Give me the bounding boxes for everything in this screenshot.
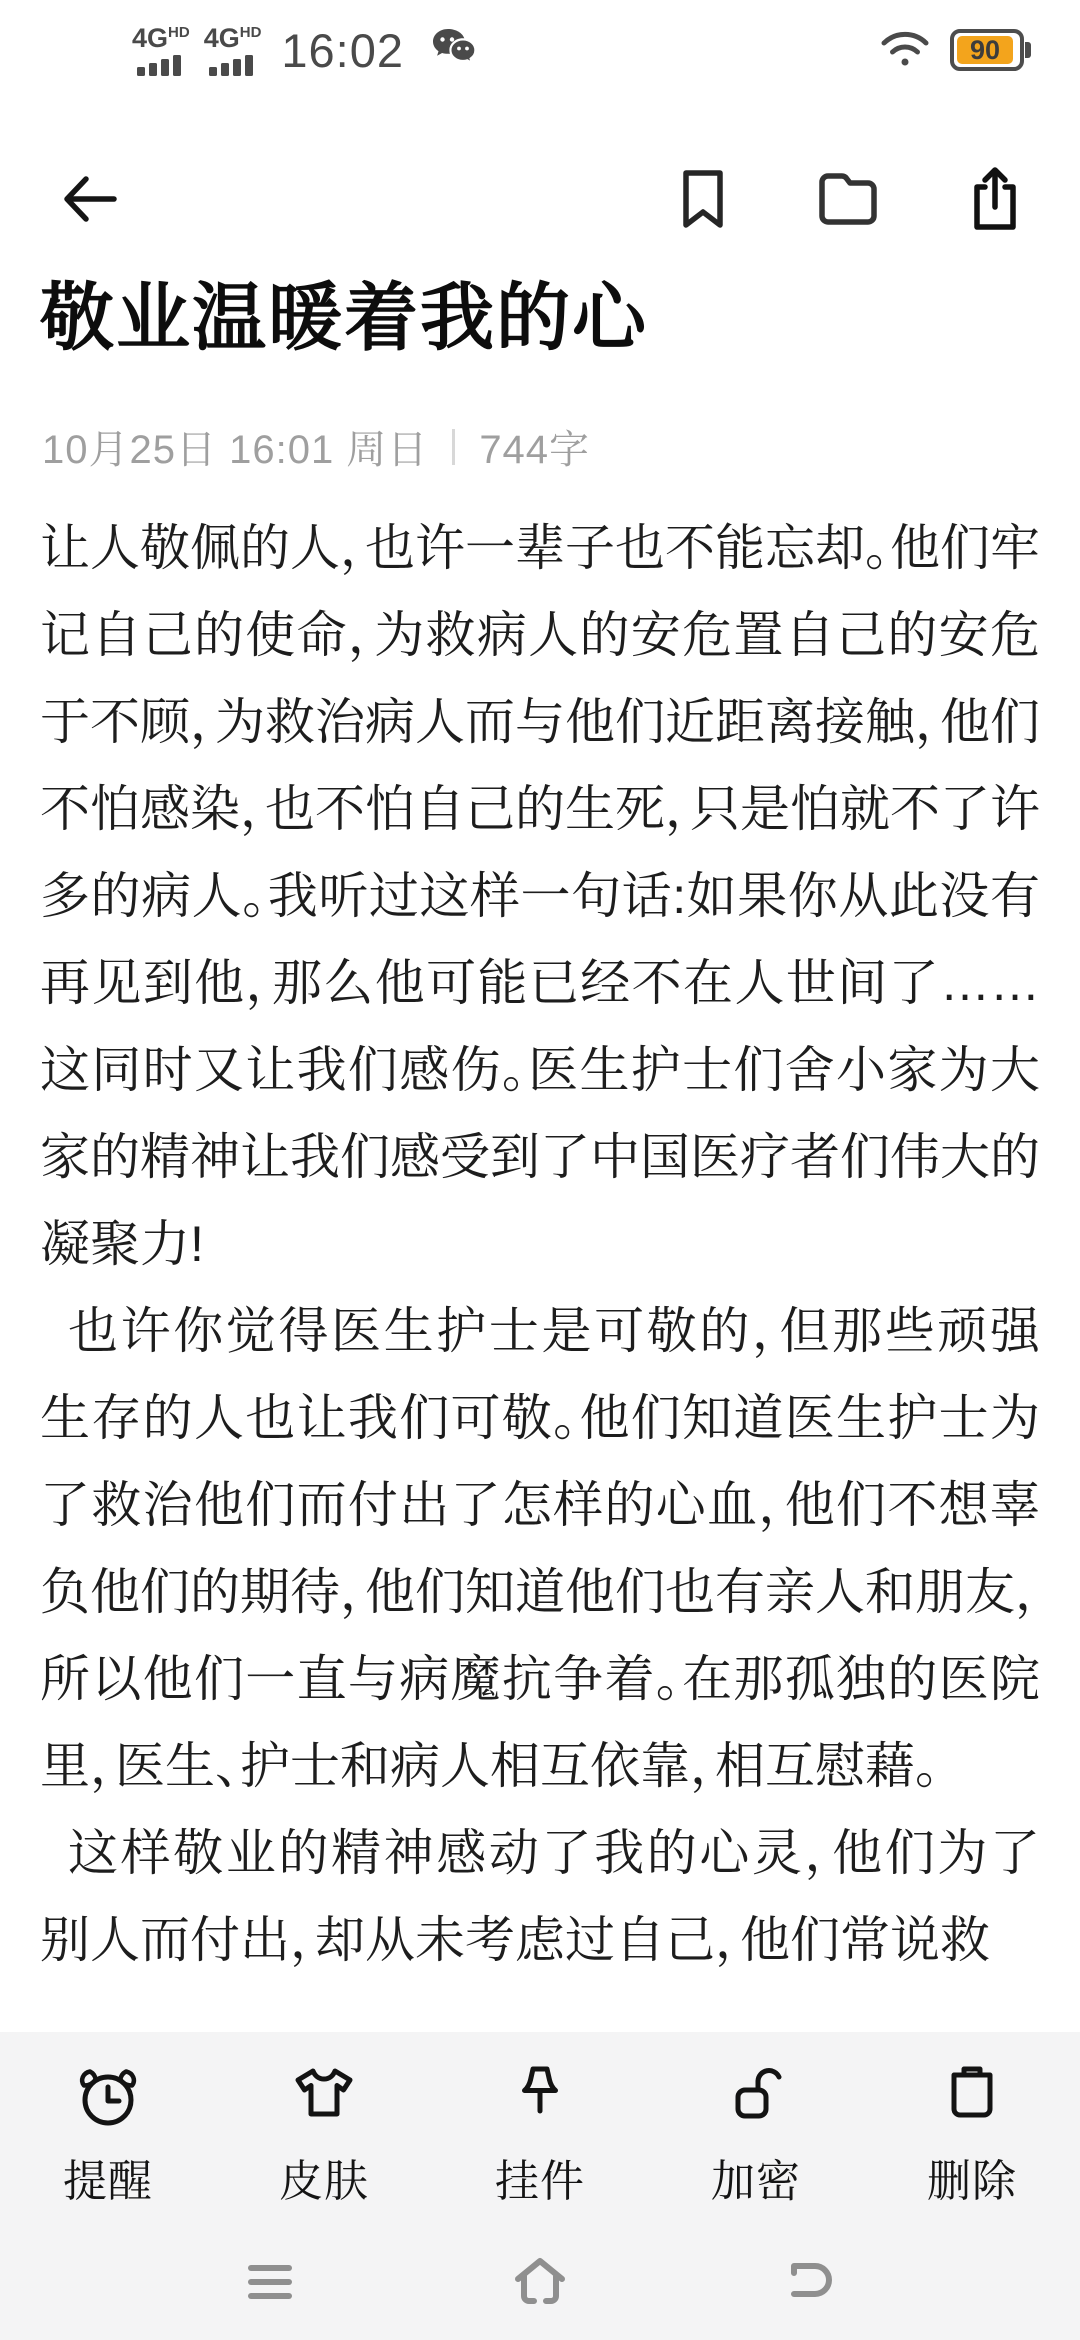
signal-indicator-1 (132, 22, 190, 76)
meta-divider (452, 429, 455, 465)
toolbar-item-reminder[interactable] (0, 2058, 216, 2209)
signal-bars-icon (204, 55, 253, 76)
system-nav (0, 2253, 1080, 2314)
nav-actions (672, 163, 1028, 238)
return-icon (781, 2253, 839, 2314)
battery-level: 90 (957, 36, 1013, 64)
signal-indicator-2 (203, 22, 262, 76)
nav-home-button[interactable] (405, 2253, 675, 2314)
toolbar-actions (0, 2032, 1080, 2209)
toolbar-item-delete[interactable] (864, 2058, 1080, 2209)
home-icon (510, 2253, 570, 2314)
note-title[interactable]: 敬业温暖着我的心 (40, 276, 648, 359)
toolbar-item-widget[interactable] (432, 2058, 648, 2209)
note-datetime: 10月25日 16:01 周日 (42, 428, 429, 472)
note-paragraph[interactable]: 也许你觉得医生护士是可敬的，但那些顽强生存的人也让我们可敬。他们知道医生护士为了救治他们而付出了怎样的心血，他们不想辜负他们的期待，他们知道他们也有亲人和朋友，所以他们一直与病魔抗争着。在那孤独的医院里，医生、护士和病人相互依靠，相互慰藉。 (40, 1303, 1040, 1794)
bookmark-button[interactable] (672, 165, 734, 236)
toolbar-item-encrypt[interactable] (648, 2058, 864, 2209)
toolbar-item-label: 挂件 (495, 2157, 585, 2206)
toolbar-item-label: 删除 (927, 2157, 1017, 2206)
nav-back-button[interactable] (675, 2253, 945, 2314)
note-meta (42, 418, 590, 475)
note-paragraph[interactable]: 让人敬佩的人，也许一辈子也不能忘却。他们牢记自己的使命，为救病人的安危置自己的安危于不顾，为救治病人而与他们近距离接触，他们不怕感染，也不怕自己的生死，只是怕就不了许多的病人。我听过这样一句话:如果你从此没有再见到他，那么他可能已经不在人世间了……这同时又让我们感伤。医生护士们舍小家为大家的精神让我们感受到了中国医疗者们伟大的凝聚力! (40, 520, 1040, 1272)
back-button[interactable] (52, 161, 128, 240)
menu-icon (241, 2253, 299, 2314)
wechat-notification-icon (428, 22, 480, 79)
back-arrow-icon (52, 161, 128, 240)
battery-indicator (950, 29, 1024, 71)
nav-bar (0, 138, 1080, 262)
share-button[interactable] (962, 163, 1028, 238)
wifi-icon (876, 22, 934, 79)
network-type-1: $4G^{HD}$ (132, 22, 190, 53)
pin-icon (502, 2058, 578, 2137)
note-body[interactable] (40, 505, 1040, 1984)
folder-icon (814, 168, 882, 233)
toolbar-item-label: 加密 (711, 2157, 801, 2206)
status-left-group (132, 22, 480, 79)
network-type-2: $4G^{HD}$ (203, 22, 262, 53)
trash-icon (934, 2058, 1010, 2137)
toolbar-item-label: 提醒 (63, 2157, 153, 2206)
note-word-count: 744字 (479, 428, 591, 472)
nav-menu-button[interactable] (135, 2253, 405, 2314)
note-paragraph[interactable]: 这样敬业的精神感动了我的心灵，他们为了别人而付出，却从未考虑过自己，他们常说救 (40, 1825, 1040, 1968)
signal-bars-icon (132, 55, 181, 76)
bottom-toolbar (0, 2032, 1080, 2340)
toolbar-item-skin[interactable] (216, 2058, 432, 2209)
bookmark-icon (672, 165, 734, 236)
tshirt-icon (286, 2058, 362, 2137)
status-time: 16:02 (281, 23, 405, 77)
status-bar (0, 18, 1080, 82)
unlock-icon (718, 2058, 794, 2137)
status-right-group (876, 22, 1024, 79)
share-icon (962, 163, 1028, 238)
toolbar-item-label: 皮肤 (279, 2157, 369, 2206)
alarm-icon (70, 2058, 146, 2137)
folder-button[interactable] (814, 168, 882, 233)
